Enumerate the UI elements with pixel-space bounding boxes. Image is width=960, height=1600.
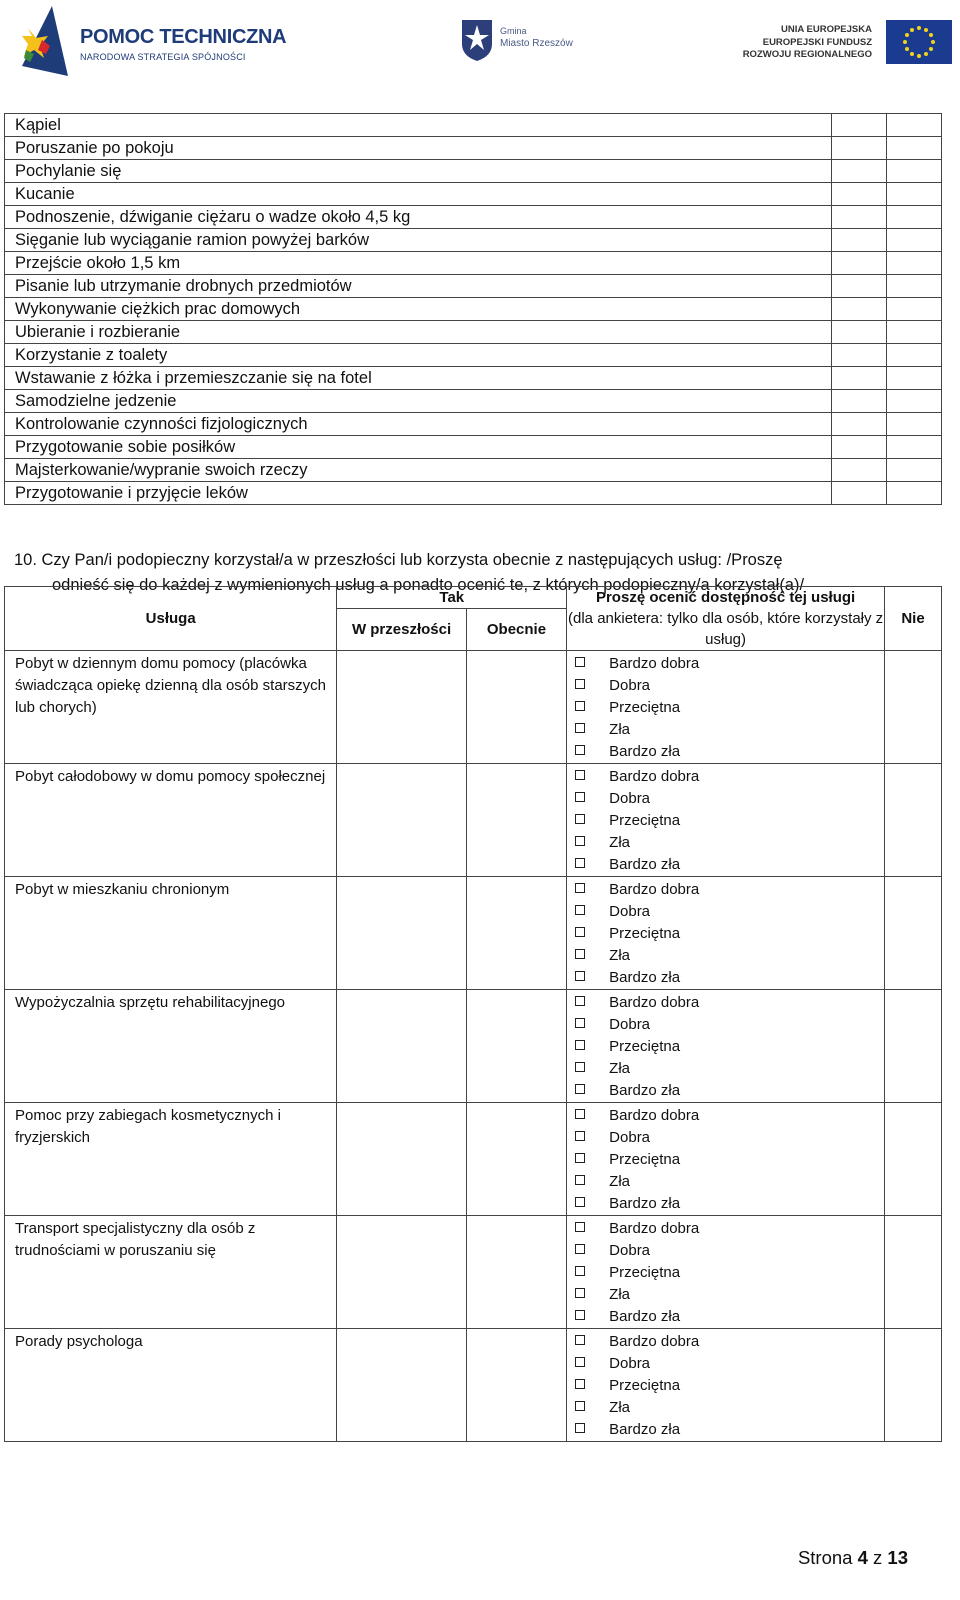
checkbox-icon[interactable]	[575, 836, 585, 846]
activity-answer-cell-1[interactable]	[832, 183, 887, 206]
service-rating-cell	[567, 1329, 885, 1442]
service-past-cell[interactable]	[337, 1216, 466, 1329]
checkbox-icon[interactable]	[575, 1197, 585, 1207]
activity-label: Kucanie	[5, 183, 832, 206]
rating-option[interactable]	[575, 1331, 884, 1353]
rating-option-label: Przeciętna	[609, 812, 681, 829]
question-10-line2: odnieść się do każdej z wymienionych usług a ponadto ocenić te, z których podopieczny/a korzystał(a)/	[52, 576, 805, 594]
activity-label: Przygotowanie i przyjęcie leków	[5, 482, 832, 505]
service-row	[5, 1216, 942, 1329]
activity-answer-cell-2[interactable]	[887, 298, 942, 321]
services-table	[4, 586, 942, 1442]
checkbox-icon[interactable]	[575, 1401, 585, 1411]
activity-answer-cell-2[interactable]	[887, 275, 942, 298]
service-row	[5, 877, 942, 990]
pomoc-techniczna-logo	[22, 6, 287, 76]
eu-flag-icon	[886, 20, 952, 64]
logo-mid-line1: Gmina	[500, 26, 527, 36]
activity-row	[5, 229, 942, 252]
rating-option-label: Bardzo zła	[609, 856, 681, 873]
checkbox-icon[interactable]	[575, 745, 585, 755]
header-past: W przeszłości	[337, 609, 466, 651]
activity-answer-cell-1[interactable]	[832, 459, 887, 482]
activity-answer-cell-2[interactable]	[887, 114, 942, 137]
activity-label: Ubieranie i rozbieranie	[5, 321, 832, 344]
rating-option[interactable]	[575, 1419, 884, 1441]
activity-answer-cell-1[interactable]	[832, 321, 887, 344]
activity-label: Poruszanie po pokoju	[5, 137, 832, 160]
service-row	[5, 1329, 942, 1442]
activity-label: Wstawanie z łóżka i przemieszczanie się na fotel	[5, 367, 832, 390]
rating-option[interactable]	[575, 1306, 884, 1328]
rating-option-label: Bardzo zła	[609, 1308, 681, 1325]
activities-table	[4, 113, 942, 505]
checkbox-icon[interactable]	[575, 949, 585, 959]
checkbox-icon[interactable]	[575, 723, 585, 733]
service-no-cell[interactable]	[885, 1103, 942, 1216]
rating-option[interactable]	[575, 788, 884, 810]
checkbox-icon[interactable]	[575, 1357, 585, 1367]
activity-answer-cell-2[interactable]	[887, 321, 942, 344]
service-now-cell[interactable]	[466, 1103, 566, 1216]
activity-answer-cell-1[interactable]	[832, 436, 887, 459]
page-total: 13	[887, 1547, 908, 1568]
rating-option[interactable]	[575, 766, 884, 788]
page-current: 4	[857, 1547, 868, 1568]
service-no-cell[interactable]	[885, 651, 942, 764]
checkbox-icon[interactable]	[575, 1423, 585, 1433]
activity-answer-cell-1[interactable]	[832, 298, 887, 321]
checkbox-icon[interactable]	[575, 1153, 585, 1163]
rating-option[interactable]	[575, 1284, 884, 1306]
rating-option[interactable]	[575, 1353, 884, 1375]
rating-option[interactable]	[575, 901, 884, 923]
checkbox-icon[interactable]	[575, 996, 585, 1006]
rating-option-label: Zła	[609, 721, 631, 738]
header-no: Nie	[885, 587, 942, 651]
activity-label: Przygotowanie sobie posiłków	[5, 436, 832, 459]
rating-option-label: Dobra	[609, 677, 651, 694]
checkbox-icon[interactable]	[575, 1131, 585, 1141]
service-past-cell[interactable]	[337, 651, 466, 764]
service-now-cell[interactable]	[466, 1329, 566, 1442]
activity-answer-cell-2[interactable]	[887, 183, 942, 206]
service-past-cell[interactable]	[337, 1103, 466, 1216]
activity-answer-cell-2[interactable]	[887, 482, 942, 505]
rating-option[interactable]	[575, 967, 884, 989]
checkbox-icon[interactable]	[575, 1310, 585, 1320]
rating-option-label: Przeciętna	[609, 1264, 681, 1281]
rating-option[interactable]	[575, 1149, 884, 1171]
activity-row	[5, 183, 942, 206]
header-yes: Tak	[337, 587, 567, 609]
service-name: Pobyt całodobowy w domu pomocy społecznej	[5, 764, 337, 877]
service-past-cell[interactable]	[337, 877, 466, 990]
rating-option[interactable]	[575, 697, 884, 719]
rating-option-label: Przeciętna	[609, 925, 681, 942]
activity-answer-cell-1[interactable]	[832, 114, 887, 137]
activity-row	[5, 252, 942, 275]
activity-answer-cell-2[interactable]	[887, 390, 942, 413]
service-rating-cell	[567, 764, 885, 877]
activity-row	[5, 413, 942, 436]
service-no-cell[interactable]	[885, 1216, 942, 1329]
rating-option-label: Zła	[609, 1173, 631, 1190]
rating-option[interactable]	[575, 1014, 884, 1036]
logo-mid-line2: Miasto Rzeszów	[500, 38, 573, 49]
checkbox-icon[interactable]	[575, 1379, 585, 1389]
eu-logo	[742, 20, 952, 70]
service-name: Transport specjalistyczny dla osób z trudnościami w poruszaniu się	[5, 1216, 337, 1329]
activity-answer-cell-2[interactable]	[887, 229, 942, 252]
activity-row	[5, 137, 942, 160]
service-now-cell[interactable]	[466, 651, 566, 764]
activity-answer-cell-2[interactable]	[887, 413, 942, 436]
rating-option[interactable]	[575, 879, 884, 901]
checkbox-icon[interactable]	[575, 701, 585, 711]
rating-option[interactable]	[575, 1127, 884, 1149]
service-row	[5, 651, 942, 764]
checkbox-icon[interactable]	[575, 770, 585, 780]
rating-option-label: Zła	[609, 947, 631, 964]
checkbox-icon[interactable]	[575, 657, 585, 667]
activity-answer-cell-2[interactable]	[887, 137, 942, 160]
checkbox-icon[interactable]	[575, 679, 585, 689]
rating-option[interactable]	[575, 945, 884, 967]
rating-option[interactable]	[575, 1171, 884, 1193]
cross-shield-icon	[460, 18, 494, 62]
activity-row	[5, 206, 942, 229]
service-now-cell[interactable]	[466, 764, 566, 877]
rating-option[interactable]	[575, 1036, 884, 1058]
rating-option[interactable]	[575, 1262, 884, 1284]
activity-answer-cell-2[interactable]	[887, 160, 942, 183]
activity-label: Samodzielne jedzenie	[5, 390, 832, 413]
rating-option-label: Przeciętna	[609, 1151, 681, 1168]
activity-row	[5, 459, 942, 482]
page-sep: z	[873, 1547, 883, 1568]
rating-option[interactable]	[575, 675, 884, 697]
activity-answer-cell-2[interactable]	[887, 436, 942, 459]
activity-answer-cell-1[interactable]	[832, 137, 887, 160]
activity-label: Korzystanie z toalety	[5, 344, 832, 367]
logo-right-line2: EUROPEJSKI FUNDUSZ	[762, 37, 872, 48]
rating-option[interactable]	[575, 1240, 884, 1262]
activity-label: Kontrolowanie czynności fizjologicznych	[5, 413, 832, 436]
activity-answer-cell-1[interactable]	[832, 252, 887, 275]
activity-row	[5, 390, 942, 413]
checkbox-icon[interactable]	[575, 1244, 585, 1254]
checkbox-icon[interactable]	[575, 1266, 585, 1276]
activity-row	[5, 321, 942, 344]
rating-option-label: Zła	[609, 1286, 631, 1303]
service-no-cell[interactable]	[885, 1329, 942, 1442]
activity-label: Kąpiel	[5, 114, 832, 137]
service-name: Porady psychologa	[5, 1329, 337, 1442]
rating-option[interactable]	[575, 741, 884, 763]
checkbox-icon[interactable]	[575, 1222, 585, 1232]
rating-option-label: Bardzo dobra	[609, 1107, 700, 1124]
checkbox-icon[interactable]	[575, 1175, 585, 1185]
rating-option[interactable]	[575, 992, 884, 1014]
rating-option-label: Bardzo dobra	[609, 881, 700, 898]
rating-option[interactable]	[575, 810, 884, 832]
activity-answer-cell-2[interactable]	[887, 344, 942, 367]
activity-label: Sięganie lub wyciąganie ramion powyżej barków	[5, 229, 832, 252]
checkbox-icon[interactable]	[575, 858, 585, 868]
rating-option-label: Dobra	[609, 1016, 651, 1033]
header-rating	[567, 587, 885, 651]
rating-option-label: Bardzo zła	[609, 969, 681, 986]
service-name: Pobyt w mieszkaniu chronionym	[5, 877, 337, 990]
checkbox-icon[interactable]	[575, 883, 585, 893]
rating-option-label: Bardzo dobra	[609, 1333, 700, 1350]
checkbox-icon[interactable]	[575, 1109, 585, 1119]
rating-option-label: Bardzo zła	[609, 1082, 681, 1099]
rating-option-label: Dobra	[609, 1242, 651, 1259]
activity-answer-cell-2[interactable]	[887, 459, 942, 482]
rating-option-label: Dobra	[609, 1129, 651, 1146]
rating-option[interactable]	[575, 1058, 884, 1080]
rating-option[interactable]	[575, 1080, 884, 1102]
activity-answer-cell-2[interactable]	[887, 206, 942, 229]
service-no-cell[interactable]	[885, 877, 942, 990]
rating-option-label: Dobra	[609, 790, 651, 807]
activity-row	[5, 160, 942, 183]
checkbox-icon[interactable]	[575, 814, 585, 824]
rating-option[interactable]	[575, 1375, 884, 1397]
activity-row	[5, 114, 942, 137]
checkbox-icon[interactable]	[575, 905, 585, 915]
checkbox-icon[interactable]	[575, 792, 585, 802]
rating-option-label: Przeciętna	[609, 699, 681, 716]
activity-answer-cell-1[interactable]	[832, 367, 887, 390]
logo-subtitle: NARODOWA STRATEGIA SPÓJNOŚCI	[80, 52, 246, 62]
rating-option-label: Bardzo dobra	[609, 994, 700, 1011]
activity-answer-cell-1[interactable]	[832, 344, 887, 367]
header-now: Obecnie	[466, 609, 566, 651]
rating-option-label: Zła	[609, 1399, 631, 1416]
service-rating-cell	[567, 1216, 885, 1329]
checkbox-icon[interactable]	[575, 927, 585, 937]
service-now-cell[interactable]	[466, 877, 566, 990]
rating-option-label: Przeciętna	[609, 1377, 681, 1394]
service-rating-cell	[567, 877, 885, 990]
service-now-cell[interactable]	[466, 990, 566, 1103]
rating-option-label: Zła	[609, 834, 631, 851]
page-prefix: Strona	[797, 1547, 853, 1568]
rating-option[interactable]	[575, 832, 884, 854]
page-number	[798, 1547, 908, 1569]
rating-option[interactable]	[575, 653, 884, 675]
header-rating-sub: (dla ankietera: tylko dla osób, które korzystały z usług)	[568, 610, 884, 648]
rating-option[interactable]	[575, 923, 884, 945]
header-rating-title: Proszę ocenić dostępność tej usługi	[595, 589, 856, 606]
logo-title: POMOC TECHNICZNA	[80, 26, 287, 48]
activity-label: Wykonywanie ciężkich prac domowych	[5, 298, 832, 321]
rzeszow-logo	[460, 18, 590, 68]
rating-option-label: Dobra	[609, 1355, 651, 1372]
logo-right-line1: UNIA EUROPEJSKA	[781, 24, 872, 35]
rating-option[interactable]	[575, 1105, 884, 1127]
rating-option-label: Bardzo dobra	[609, 655, 700, 672]
service-now-cell[interactable]	[466, 1216, 566, 1329]
activity-label: Podnoszenie, dźwiganie ciężaru o wadze około 4,5 kg	[5, 206, 832, 229]
page-header	[0, 0, 960, 95]
rating-option[interactable]	[575, 854, 884, 876]
rating-option[interactable]	[575, 1397, 884, 1419]
activity-answer-cell-1[interactable]	[832, 229, 887, 252]
service-rating-cell	[567, 990, 885, 1103]
service-name: Pomoc przy zabiegach kosmetycznych i fryzjerskich	[5, 1103, 337, 1216]
service-row	[5, 764, 942, 877]
activity-row	[5, 482, 942, 505]
activity-answer-cell-1[interactable]	[832, 275, 887, 298]
activity-answer-cell-1[interactable]	[832, 160, 887, 183]
service-row	[5, 990, 942, 1103]
header-service: Usługa	[5, 587, 337, 651]
service-past-cell[interactable]	[337, 764, 466, 877]
activity-row	[5, 367, 942, 390]
service-past-cell[interactable]	[337, 1329, 466, 1442]
rating-option-label: Zła	[609, 1060, 631, 1077]
service-rating-cell	[567, 1103, 885, 1216]
activity-label: Pochylanie się	[5, 160, 832, 183]
checkbox-icon[interactable]	[575, 1062, 585, 1072]
service-past-cell[interactable]	[337, 990, 466, 1103]
service-name: Wypożyczalnia sprzętu rehabilitacyjnego	[5, 990, 337, 1103]
rating-option-label: Przeciętna	[609, 1038, 681, 1055]
rating-option-label: Bardzo zła	[609, 1195, 681, 1212]
activity-answer-cell-1[interactable]	[832, 413, 887, 436]
activity-row	[5, 275, 942, 298]
checkbox-icon[interactable]	[575, 1084, 585, 1094]
activity-answer-cell-2[interactable]	[887, 252, 942, 275]
rating-option-label: Bardzo zła	[609, 743, 681, 760]
service-rating-cell	[567, 651, 885, 764]
service-no-cell[interactable]	[885, 990, 942, 1103]
activity-answer-cell-2[interactable]	[887, 367, 942, 390]
activity-answer-cell-1[interactable]	[832, 482, 887, 505]
rating-option-label: Bardzo dobra	[609, 768, 700, 785]
activity-answer-cell-1[interactable]	[832, 206, 887, 229]
rating-option-label: Bardzo dobra	[609, 1220, 700, 1237]
service-name: Pobyt w dziennym domu pomocy (placówka świadcząca opiekę dzienną dla osób starszych lub chorych)	[5, 651, 337, 764]
activity-row	[5, 298, 942, 321]
rating-option-label: Dobra	[609, 903, 651, 920]
rating-option[interactable]	[575, 1193, 884, 1215]
activity-label: Pisanie lub utrzymanie drobnych przedmiotów	[5, 275, 832, 298]
checkbox-icon[interactable]	[575, 971, 585, 981]
logo-right-line3: ROZWOJU REGIONALNEGO	[742, 49, 872, 60]
activity-label: Majsterkowanie/wypranie swoich rzeczy	[5, 459, 832, 482]
checkbox-icon[interactable]	[575, 1018, 585, 1028]
activity-row	[5, 344, 942, 367]
rating-option[interactable]	[575, 719, 884, 741]
activity-answer-cell-1[interactable]	[832, 390, 887, 413]
question-10-line1: 10. Czy Pan/i podopieczny korzystał/a w przeszłości lub korzysta obecnie z następujących usług: /Proszę	[14, 551, 783, 569]
rating-option[interactable]	[575, 1218, 884, 1240]
star-arrow-icon	[22, 6, 68, 76]
checkbox-icon[interactable]	[575, 1335, 585, 1345]
service-row	[5, 1103, 942, 1216]
service-no-cell[interactable]	[885, 764, 942, 877]
rating-option-label: Bardzo zła	[609, 1421, 681, 1438]
activity-label: Przejście około 1,5 km	[5, 252, 832, 275]
checkbox-icon[interactable]	[575, 1040, 585, 1050]
activity-row	[5, 436, 942, 459]
checkbox-icon[interactable]	[575, 1288, 585, 1298]
